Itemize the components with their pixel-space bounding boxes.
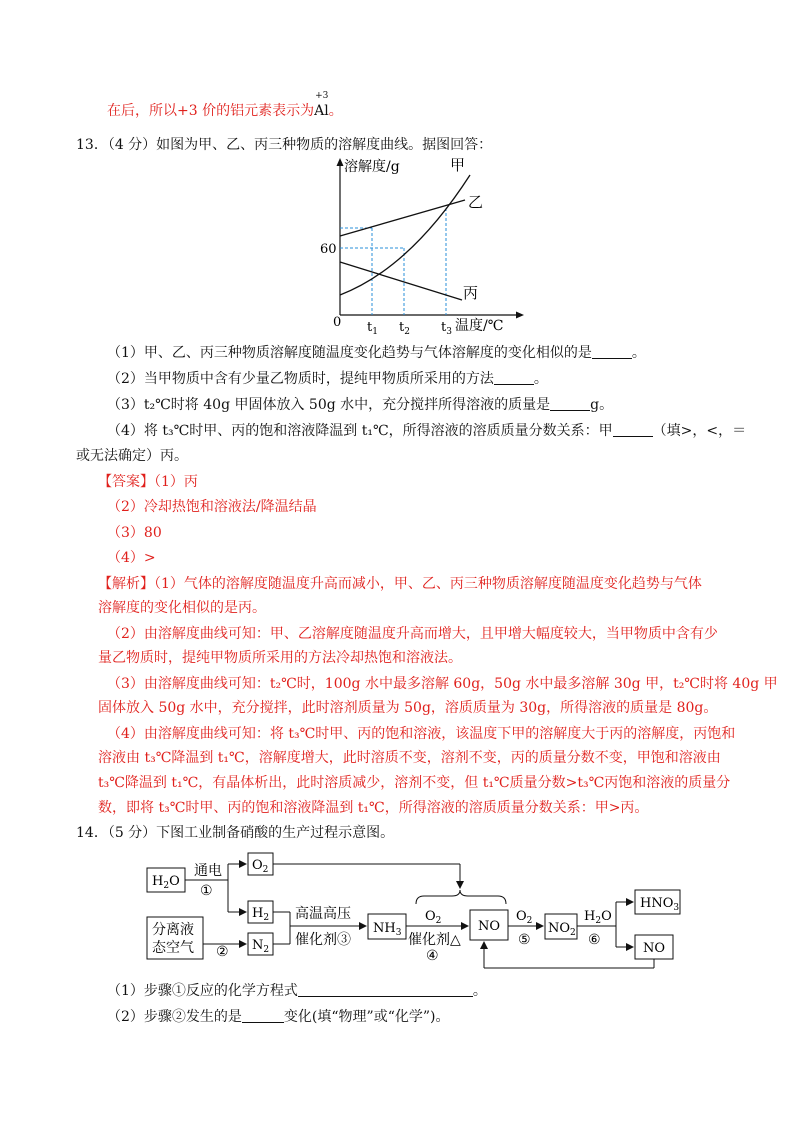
q13-q2-end: 。 (533, 371, 548, 387)
q13-question-4 (107, 421, 746, 441)
q14-header: 14．（5 分）下图工业制备硝酸的生产过程示意图。 (76, 825, 395, 841)
step6-label: ⑥ (588, 932, 601, 948)
analysis-line-1 (98, 574, 702, 594)
q13-q1-end: 。 (631, 345, 646, 361)
analysis-line-9: t₃℃降温到 t₁℃，有晶体析出，此时溶质减少，溶剂不变，但 t₁℃质量分数>t₃℃丙饱和溶液的质量分 (98, 775, 731, 791)
top-answer-line (107, 91, 343, 121)
q13-q4-text: （4）将 t₃℃时甲、丙的饱和溶液降温到 t₁℃，所得溶液的溶质质量分数关系：甲 (107, 423, 613, 439)
air-line-2: 态空气 (152, 940, 194, 956)
nitric-acid-process-diagram (140, 848, 700, 973)
no-out-label: NO (643, 941, 666, 956)
q13-answer-4: （4）> (107, 550, 156, 566)
analysis-line-4: 量乙物质时，提纯甲物质所采用的方法冷却热饱和溶液法。 (98, 650, 462, 666)
hno3-label: $HNO_3$ (640, 896, 680, 913)
q14-q2-end: 变化(填“物理”或“化学”)。 (283, 1009, 450, 1025)
n2-label: $N_2$ (252, 938, 270, 955)
analysis-line-3: （2）由溶解度曲线可知：甲、乙溶解度随温度升高而增大，且甲增大幅度较大，当甲物质中含有少 (107, 626, 718, 642)
h2-label: $H_2$ (252, 906, 270, 923)
q14-question-1 (107, 981, 487, 1001)
o2-over-arrow-2: $O_2$ (516, 909, 533, 926)
analysis-line-2: 溶解度的变化相似的是丙。 (98, 600, 266, 616)
q13-header: 13．（4 分）如图为甲、乙、丙三种物质的溶解度曲线。据图回答： (76, 137, 493, 153)
condition-line-2: 催化剂③ (295, 932, 351, 948)
equation-blank[interactable] (298, 982, 473, 997)
solubility-chart (300, 150, 530, 340)
al-element: Al (314, 103, 329, 119)
q13-answer-2: （2）冷却热饱和溶液法/降温结晶 (107, 499, 317, 515)
condition-line-1: 高温高压 (295, 906, 351, 922)
y-axis-label: 溶解度/g (344, 159, 400, 175)
al-valence: +3 (315, 91, 329, 101)
q13-answer-1 (98, 472, 198, 492)
step4-label: ④ (426, 948, 439, 964)
change-type-blank[interactable] (242, 1008, 284, 1023)
answer-blank-1[interactable] (592, 344, 632, 359)
brace (416, 890, 506, 904)
x-axis-arrow (516, 312, 524, 319)
answer-blank-4[interactable] (613, 422, 653, 437)
answer-1-text: （1）丙 (154, 474, 198, 490)
y-axis-arrow (337, 158, 344, 166)
analysis-line-7: （4）由溶解度曲线可知：将 t₃℃时甲、丙的饱和溶液，该温度下甲的溶解度大于丙的溶解度，丙饱和 (107, 726, 736, 742)
series-bing-curve (340, 262, 462, 300)
step5-label: ⑤ (518, 932, 531, 948)
electrolysis-label: 通电 (194, 863, 222, 879)
q13-q3-text: （3）t₂℃时将 40g 甲固体放入 50g 水中，充分搅拌所得溶液的质量是 (107, 397, 551, 413)
q13-q4-end: （填>，<，＝ (652, 423, 747, 439)
top-answer-end: 。 (328, 103, 343, 119)
q13-question-1 (107, 343, 646, 363)
analysis-tag: 【解析】 (98, 576, 154, 592)
q13-q2-text: （2）当甲物质中含有少量乙物质时，提纯甲物质所采用的方法 (107, 371, 494, 387)
air-line-1: 分离液 (152, 922, 194, 938)
y-tick-60: 60 (320, 242, 337, 257)
answer-tag: 【答案】 (98, 474, 154, 490)
analysis-line-8: 溶液由 t₃℃降温到 t₁℃，溶解度增大，此时溶质不变，溶剂不变，丙的质量分数不变，甲饱和溶液由 (98, 750, 721, 766)
x-tick-t1: $t_1$ (367, 320, 378, 337)
series-yi-label: 乙 (468, 193, 484, 211)
h2o-over-arrow: $H_2O$ (584, 909, 612, 926)
series-jia-label: 甲 (450, 156, 466, 174)
top-answer-text: 在后，所以+3 价的铝元素表示为 (107, 103, 315, 119)
q13-question-3 (107, 395, 613, 415)
analysis-line-6: 固体放入 50g 水中，充分搅拌，此时溶剂质量为 50g，溶质质量为 30g，所得溶液的质量是 80g。 (98, 700, 718, 716)
q14-question-2 (107, 1007, 449, 1027)
step1-label: ① (200, 883, 213, 899)
q14-q1-text: （1）步骤①反应的化学方程式 (107, 983, 298, 999)
h2o-label: $H_2O$ (152, 874, 180, 891)
origin-label: 0 (333, 315, 342, 330)
q13-q1-text: （1）甲、乙、丙三种物质溶解度随温度变化趋势与气体溶解度的变化相似的是 (107, 345, 592, 361)
q13-question-4-cont: 或无法确定）丙。 (76, 448, 188, 464)
analysis-line-5: （3）由溶解度曲线可知：t₂℃时，100g 水中最多溶解 60g，50g 水中最多溶解 30g 甲，t₂℃时将 40g 甲 (107, 676, 778, 692)
step2-label: ② (216, 944, 229, 960)
catalyst-label: 催化剂△ (408, 932, 461, 948)
series-jia-curve (340, 175, 470, 295)
answer-blank-2[interactable] (494, 370, 534, 385)
q14-q1-end: 。 (472, 983, 487, 999)
series-bing-label: 丙 (463, 284, 479, 302)
answer-blank-3[interactable] (550, 396, 590, 411)
q13-answer-3: （3）80 (107, 525, 162, 541)
o2-label: $O_2$ (252, 858, 269, 875)
analysis-1-text: （1）气体的溶解度随温度升高而减小，甲、乙、丙三种物质溶解度随温度变化趋势与气体 (154, 576, 702, 592)
q14-q2-text: （2）步骤②发生的是 (107, 1009, 242, 1025)
no-label: NO (478, 919, 501, 934)
x-axis-label: 温度/℃ (455, 318, 504, 334)
q13-q3-end: g。 (590, 397, 614, 413)
al-symbol (314, 91, 329, 121)
o2-over-arrow: $O_2$ (425, 909, 442, 926)
nh3-label: $NH_3$ (373, 921, 402, 938)
x-tick-t2: $t_2$ (399, 320, 410, 337)
analysis-line-10: 数，即将 t₃℃时甲、丙的饱和溶液降温到 t₁℃，所得溶液的溶质质量分数关系：甲>丙。 (98, 800, 649, 816)
no2-label: $NO_2$ (548, 921, 576, 938)
q13-question-2 (107, 369, 548, 389)
x-tick-t3: $t_3$ (441, 320, 452, 337)
